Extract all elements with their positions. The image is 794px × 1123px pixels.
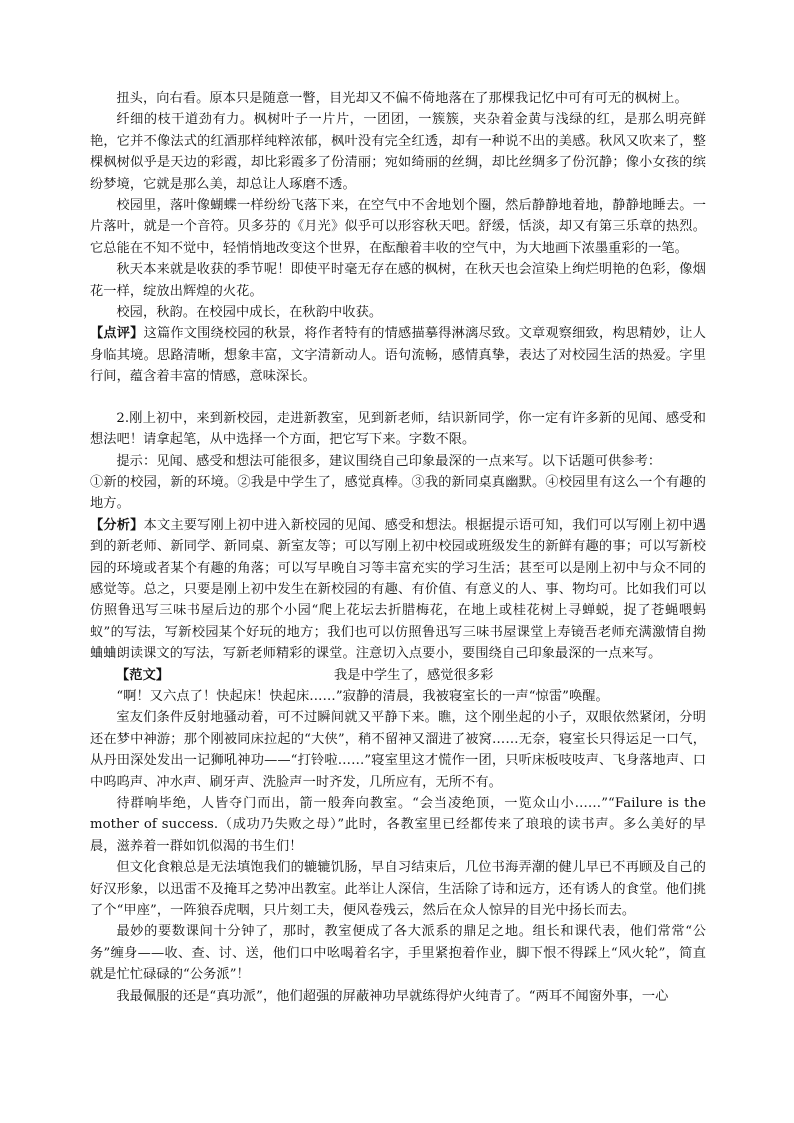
essay-label: 【范文】 [116, 667, 170, 683]
question-prompt: 2.刚上初中，来到新校园，走进新教室，见到新老师，结识新同学，你一定有许多新的见闻、感受和想法吧！请拿起笔，从中选择一个方面，把它写下来。字数不限。 [90, 410, 706, 448]
analysis-label: 【分析】 [90, 517, 144, 533]
essay-paragraph-focus: 我最佩服的还是“真功派”，他们超强的屏蔽神功早就练得炉火纯青了。“两耳不闻窗外事，一心 [116, 988, 669, 1004]
paragraph-maple-leaves: 纤细的枝干道劲有力。枫树叶子一片片，一团团，一簇簇，夹杂着金黄与浅绿的红，是那么明亮鲜艳，它并不像法式的红酒那样纯粹浓郁，枫叶没有完全红透，却有一种说不出的美感。秋风又吹来了，整棵枫树似乎是天边的彩霞，却比彩霞多了份清丽；宛如绮丽的丝绸，却比丝绸多了份沉静；像小女孩的缤纷梦境，它就是那么美，却总让人琢磨不透。 [90, 112, 706, 192]
paragraph-falling-leaves: 校园里，落叶像蝴蝶一样纷纷飞落下来，在空气中不舍地划个圈，然后静静地着地，静静地睡去。一片落叶，就是一个音符。贝多芬的《月光》似乎可以形容秋天吧。舒缓，恬淡，却又有第三乐章的热烈。它总能在不知不觉中，轻悄悄地改变这个世界，在酝酿着丰收的空气中，为大地画下浓墨重彩的一笔。 [90, 198, 706, 256]
analysis-block [90, 515, 706, 665]
essay-paragraph-dorm: 室友们条件反射地骚动着，可不过瞬间就又平静下来。瞧，这个刚坐起的小子，双眼依然紧闭，分明还在梦中神游；那个刚被同床拉起的“大侠”，稍不留神又溜进了被窝……无奈，寝室长只得运足一口气，从丹田深处发出一记狮吼神功——“打铃啦……”寝室里这才慌作一团，只听床板吱吱声、飞身落地声、口中呜呜声、冲水声、刷牙声、洗脸声一时齐发，几所应有，无所不有。 [90, 710, 706, 790]
essay-heading [90, 665, 706, 686]
essay-paragraph-canteen: 但文化食粮总是无法填饱我们的辘辘饥肠，早自习结束后，几位书海弄潮的健儿早已不再顾及自己的好汉形象，以迅雷不及掩耳之势冲出教室。此举让人深信，生活除了诗和远方，还有诱人的食堂。他们挑了个“甲座”，一阵狼吞虎咽，只片刻工夫，便风卷残云，然后在众人惊异的目光中扬长而去。 [90, 860, 706, 919]
essay-paragraph-break: 最妙的要数课间十分钟了，那时，教室便成了各大派系的鼎足之地。组长和课代表，他们常常“公务”缠身——收、查、讨、送，他们口中吆喝着名字，手里紧抱着作业，脚下恨不得踩上“风火轮”，简直就是忙忙碌碌的“公务派”！ [90, 924, 706, 983]
essay-paragraph-wakeup: “啊！又六点了！快起床！快起床……”寂静的清晨，我被寝室长的一声“惊雷”唤醒。 [116, 688, 609, 704]
analysis-text: 本文主要写刚上初中进入新校园的见闻、感受和想法。根据提示语可知，我们可以写刚上初中遇到的新老师、新同学、新同桌、新室友等；可以写刚上初中校园或班级发生的新鲜有趣的事；可以写新校园的环境或者某个有趣的角落；可以写早晚自习等丰富充实的学习生活；甚至可以是刚上初中与众不同的感觉等。总之，只要是刚上初中发生在新校园的有趣、有价值、有意义的人、事、物均可。比如我们可以仿照鲁迅写三味书屋后边的那个小园“爬上花坛去折腊梅花，在地上或桂花树上寻蝉蜕，捉了苍蝇喂蚂蚁”的写法，写新校园某个好玩的地方；我们也可以仿照鲁迅写三味书屋课堂上寿镜吾老师充满激情自拗蛐蛐朗读课文的写法，写新老师精彩的课堂。注意切入点要小，要围绕自己印象最深的一点来写。 [90, 517, 706, 662]
question-hint: 提示：见闻、感受和想法可能很多，建议围绕自己印象最深的一点来写。以下话题可供参考： [116, 453, 662, 469]
comment-label: 【点评】 [90, 326, 144, 342]
paragraph-campus-autumn: 校园，秋韵。在校园中成长，在秋韵中收获。 [116, 305, 383, 321]
paragraph-harvest-season: 秋天本来就是收获的季节呢！即使平时毫无存在感的枫树，在秋天也会渲染上绚烂明艳的色彩，像烟花一样，绽放出辉煌的火花。 [90, 262, 706, 299]
comment-block [90, 323, 706, 387]
paragraph-look-right: 扭头，向右看。原本只是随意一瞥，目光却又不偏不倚地落在了那棵我记忆中可有可无的枫树上。 [116, 91, 688, 106]
essay-paragraph-reading: 待群响毕绝，人皆夺门而出，箭一般奔向教室。“会当凌绝顶，一览众山小……”“Failure is the mother of success.（成功乃失败之母）”此时，各教室里已经都传来了琅琅的读书声。多么美好的早晨，滋养着一群如饥似渴的书生们！ [90, 795, 706, 854]
question-topics: ①新的校园，新的环境。②我是中学生了，感觉真棒。③我的新同桌真幽默。④校园里有这么一个有趣的地方。 [90, 474, 706, 512]
document-page [90, 88, 706, 1007]
essay-title: 我是中学生了，感觉很多彩 [334, 667, 494, 683]
section-gap [90, 388, 706, 408]
comment-text: 这篇作文围绕校园的秋景，将作者特有的情感描摹得淋漓尽致。文章观察细致，构思精妙，让人身临其境。思路清晰，想象丰富，文字清新动人。语句流畅，感情真挚，表达了对校园生活的热爱。字里行间，蕴含着丰富的情感，意味深长。 [90, 326, 706, 385]
